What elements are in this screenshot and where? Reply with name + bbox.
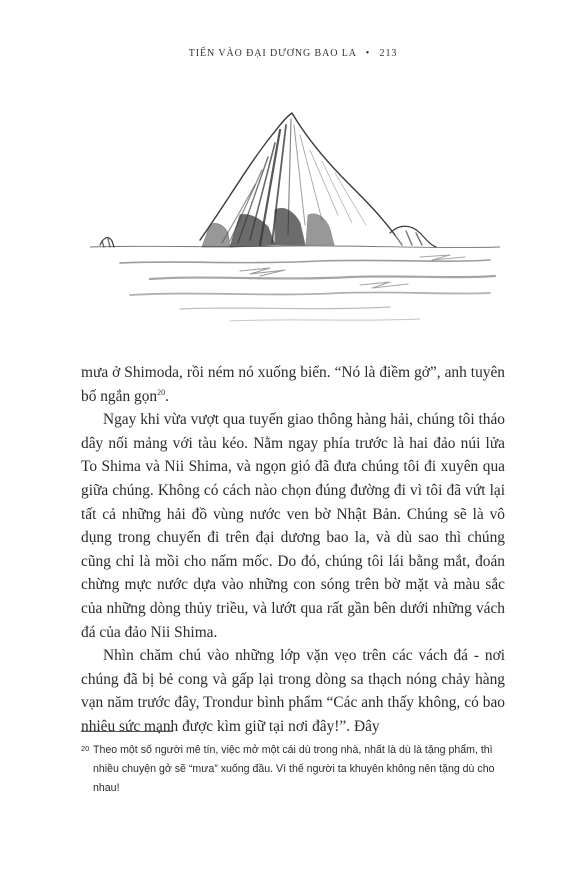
footnote-reference: 20 xyxy=(157,387,166,397)
running-header-title: TIẾN VÀO ĐẠI DƯƠNG BAO LA xyxy=(188,48,357,59)
page-number: 213 xyxy=(379,48,398,59)
paragraph-1-text: mưa ở Shimoda, rồi ném nó xuống biển. “Nó là điềm gở”, anh tuyên bố ngắn gọn xyxy=(81,364,505,405)
paragraph-3: Nhìn chăm chú vào những lớp vặn vẹo trên các vách đá - nơi chúng đã bị bẻ cong và gấp lại trong dòng sa thạch nóng chảy hàng vạn năm trước đây, Trondur bình phẩm “Các anh thấy không, có bao nhiêu sức mạnh được kìm giữ tại nơi đây!”. Đây xyxy=(81,647,505,735)
running-header xyxy=(0,48,586,59)
footnote-divider xyxy=(81,731,173,732)
footnote-number: 20 xyxy=(81,744,90,753)
paragraph-continuation xyxy=(81,361,505,408)
body-text xyxy=(81,361,505,739)
header-separator: • xyxy=(365,48,371,59)
paragraph-2: Ngay khi vừa vượt qua tuyến giao thông hàng hải, chúng tôi tháo dây nối mảng với tàu kéo. Nằm ngay phía trước là hai đảo núi lửa To Shima và Nii Shima, và ngọn gió đã đưa chúng tôi đi xuyên qua giữa chúng. Không có cách nào chọn đúng đường đi vì tôi đã vứt lại tất cả những hải đồ vùng nước ven bờ Nhật Bản. Chúng sẽ là vô dụng trong chuyến đi trên đại dương bao la, và dù sao thì chúng cũng chỉ là mồi cho nấm mốc. Do đó, chúng tôi lái bằng mắt, đoán chừng mực nước dựa vào những con sóng trên bờ mặt và màu sắc của những dòng thủy triều, và lướt qua rất gần bên dưới những vách đá của đảo Nii Shima. xyxy=(81,411,505,641)
paragraph-1-end: . xyxy=(165,387,169,405)
footnote-text: Theo một số người mê tín, việc mở một cái dù trong nhà, nhất là dù là tặng phẩm, thì nhiều chuyện gở sẽ “mưa” xuống đầu. Vì thế người ta khuyên không nên tặng dù cho nhau! xyxy=(93,744,495,794)
footnote xyxy=(81,741,507,798)
mountain-sketch-illustration xyxy=(90,95,500,335)
